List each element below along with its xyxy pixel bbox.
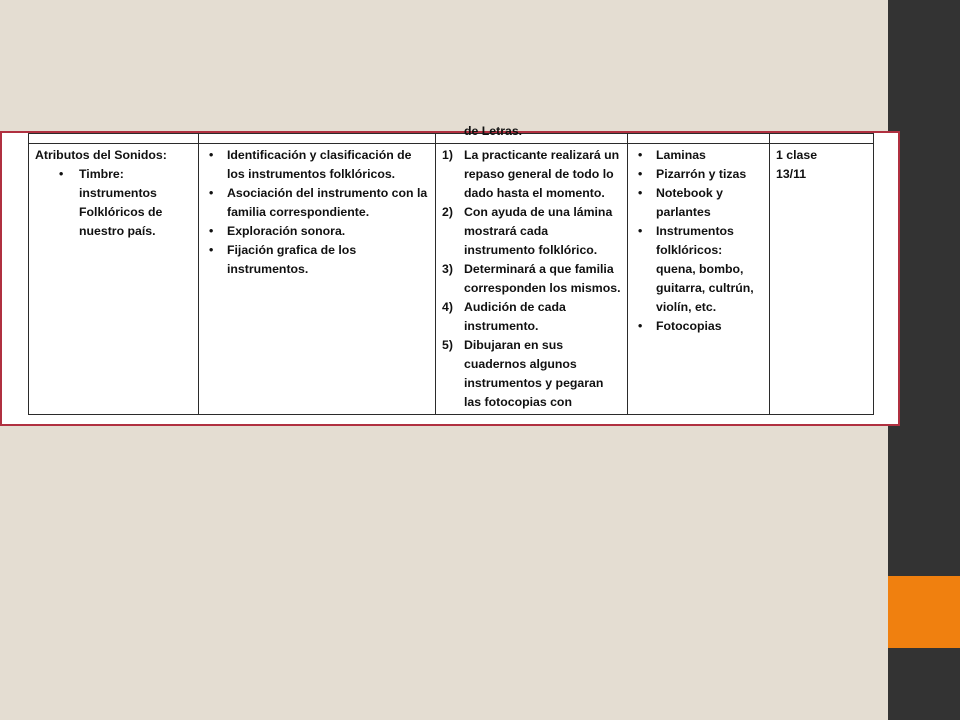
time-cell xyxy=(770,144,874,415)
document-image-frame xyxy=(0,124,900,426)
list-item: 3) Determinará a que familia corresponden los mismos. xyxy=(442,262,621,295)
prev-cell-1 xyxy=(29,134,199,144)
list-item: 5) Dibujaran en sus cuadernos algunos instrumentos y pegaran las fotocopias con xyxy=(442,338,604,409)
prev-cell-5 xyxy=(770,134,874,144)
list-item: • Fijación grafica de los instrumentos. xyxy=(209,243,357,276)
date-text: 13/11 xyxy=(776,167,807,181)
list-item: • Pizarrón y tizas xyxy=(634,165,763,184)
list-item: • Notebook y parlantes xyxy=(638,186,723,219)
list-item: 2) Con ayuda de una lámina mostrará cada instrumento folklórico. xyxy=(442,205,613,257)
bullet-icon: • xyxy=(638,167,643,181)
list-item: • Instrumentos folklóricos: quena, bombo, guitarra, cultrún, violín, etc. xyxy=(638,224,754,314)
activities-cell xyxy=(436,144,628,415)
list-item: 1) La practicante realizará un repaso general de todo lo dado hasta el momento. xyxy=(442,148,620,200)
bullet-icon: • xyxy=(209,243,214,257)
activities-list xyxy=(442,146,621,412)
table-row xyxy=(29,144,874,415)
objectives-list xyxy=(205,146,429,279)
bullet-icon: • xyxy=(638,224,643,238)
lesson-plan-table xyxy=(28,124,874,415)
list-item: • Asociación del instrumento con la familia correspondiente. xyxy=(209,186,428,219)
prev-cell-2 xyxy=(199,134,436,144)
list-item: • Laminas xyxy=(634,146,763,165)
list-item: • Exploración sonora. xyxy=(205,222,429,241)
list-item: • Fotocopias xyxy=(634,317,763,336)
bullet-icon: • xyxy=(209,186,214,200)
objectives-cell xyxy=(199,144,436,415)
list-item: • Identificación y clasificación de los instrumentos folklóricos. xyxy=(209,148,412,181)
resources-cell xyxy=(628,144,770,415)
bullet-icon: • xyxy=(638,186,643,200)
orange-accent-block xyxy=(888,576,960,648)
duration-text: 1 clase xyxy=(776,148,818,162)
bullet-icon: • xyxy=(209,148,214,162)
prev-cell-3 xyxy=(436,124,628,144)
previous-row-fragment xyxy=(29,134,874,144)
bullet-icon: • xyxy=(638,148,643,162)
contents-title: Atributos del Sonidos: xyxy=(35,148,167,162)
list-item: 4) Audición de cada instrumento. xyxy=(442,300,566,333)
prev-cell-4 xyxy=(628,134,770,144)
bullet-icon: • xyxy=(59,167,64,181)
bullet-icon: • xyxy=(638,319,643,333)
contents-list xyxy=(35,165,192,241)
bullet-icon: • xyxy=(209,224,214,238)
contents-cell xyxy=(29,144,199,415)
prev-cell-text: de Letras. xyxy=(464,124,523,138)
list-item: • Timbre: instrumentos Folklóricos de nuestro país. xyxy=(59,167,163,238)
resources-list xyxy=(634,146,763,336)
planning-table-clip xyxy=(28,124,874,409)
